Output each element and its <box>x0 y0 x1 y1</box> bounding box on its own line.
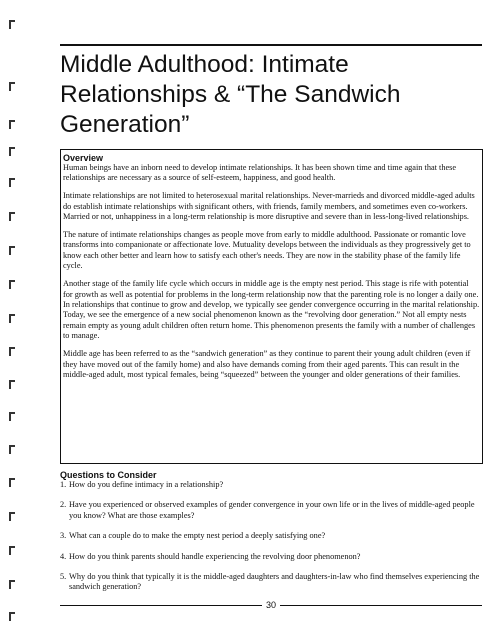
question-number: 5. <box>60 572 67 582</box>
questions-list <box>60 480 483 593</box>
page-number: 30 <box>266 600 277 610</box>
margin-mark <box>9 412 15 421</box>
margin-mark <box>9 178 15 187</box>
question-item <box>60 552 483 562</box>
margin-mark <box>9 478 15 487</box>
question-item <box>60 572 483 593</box>
margin-mark <box>9 380 15 389</box>
overview-paragraph: Middle age has been referred to as the “sandwich generation” as they continue to parent their young adult children (even if they have moved out of the family home) and also have demands coming from their aged parents. This can result in the middle-aged adult, most typical females, being “squeezed” between the younger and older generations of their families. <box>63 349 471 379</box>
overview-heading: Overview <box>63 153 104 163</box>
question-number: 3. <box>60 531 67 541</box>
margin-mark <box>9 120 15 129</box>
question-text: Why do you think that typically it is the middle-aged daughters and daughters-in-law who find themselves experiencing the sandwich generation? <box>69 572 480 592</box>
margin-mark <box>9 82 15 91</box>
overview-paragraph: Intimate relationships are not limited to heterosexual marital relationships. Never-marrieds and divorced middle-aged adults do establish intimate relationships with significant others, with friends, family members, and sometimes even co-workers. Married or not, unhappiness in a long-term relationship is more disruptive and severe than in less-long-lived relationships. <box>63 191 475 222</box>
overview-paragraph: Human beings have an inborn need to develop intimate relationships. It has been shown time and time again that these relationships are necessary as a source of self-esteem, happiness, and good health. <box>63 163 457 183</box>
question-text: How do you think parents should handle experiencing the revolving door phenomenon? <box>69 551 361 561</box>
margin-mark <box>9 347 15 356</box>
question-number: 1. <box>60 480 67 489</box>
top-rule <box>60 44 482 46</box>
footer-rule-left <box>60 605 262 606</box>
margin-mark <box>9 20 15 29</box>
question-item <box>60 500 483 521</box>
margin-mark <box>9 246 15 255</box>
margin-mark <box>9 280 15 289</box>
questions-section <box>60 470 483 603</box>
page-title: Middle Adulthood: Intimate Relationships & “The Sandwich Generation” <box>60 51 401 138</box>
margin-mark <box>9 546 15 555</box>
question-item <box>60 531 483 541</box>
overview-paragraph: Another stage of the family life cycle which occurs in middle age is the empty nest period. This stage is rife with potential for growth as well as potential for problems in the long-term relationship now that the parenting role is no longer a daily one. In relationships that continue to grow and develop, we typically see gender convergence occurring in the marital relationship. Today, we see the emergence of a new social phenomenon known as the “revolving door generation.” Not all empty nests remain empty as young adult children often return home. This phenomenon presents the family with a number of challenges to manage. <box>63 279 480 341</box>
question-item <box>60 480 483 490</box>
margin-mark <box>9 212 15 221</box>
margin-mark <box>9 314 15 323</box>
question-number: 4. <box>60 551 67 561</box>
margin-mark <box>9 612 15 621</box>
overview-paragraph: The nature of intimate relationships changes as people move from early to middle adulthood. Passionate or romantic love transforms into companionate or affectionate love. Mutuality develops between the individuals as they progressively get to know each other better and learn how to satisfy each other's needs. They are now in the stability phase of the family life cycle. <box>63 230 471 271</box>
question-text: Have you experienced or observed examples of gender convergence in your own life or in the lives of middle-aged people you know? What are those examples? <box>69 500 475 520</box>
question-number: 2. <box>60 500 67 510</box>
margin-mark <box>9 512 15 521</box>
margin-mark <box>9 445 15 454</box>
margin-mark <box>9 147 15 156</box>
overview-box <box>60 149 483 464</box>
page-footer <box>60 599 482 611</box>
question-text: What can a couple do to make the empty nest period a deeply satisfying one? <box>69 531 326 541</box>
footer-rule-right <box>280 605 482 606</box>
question-text: How do you define intimacy in a relationship? <box>69 480 224 489</box>
margin-mark <box>9 580 15 589</box>
questions-heading: Questions to Consider <box>60 470 157 480</box>
